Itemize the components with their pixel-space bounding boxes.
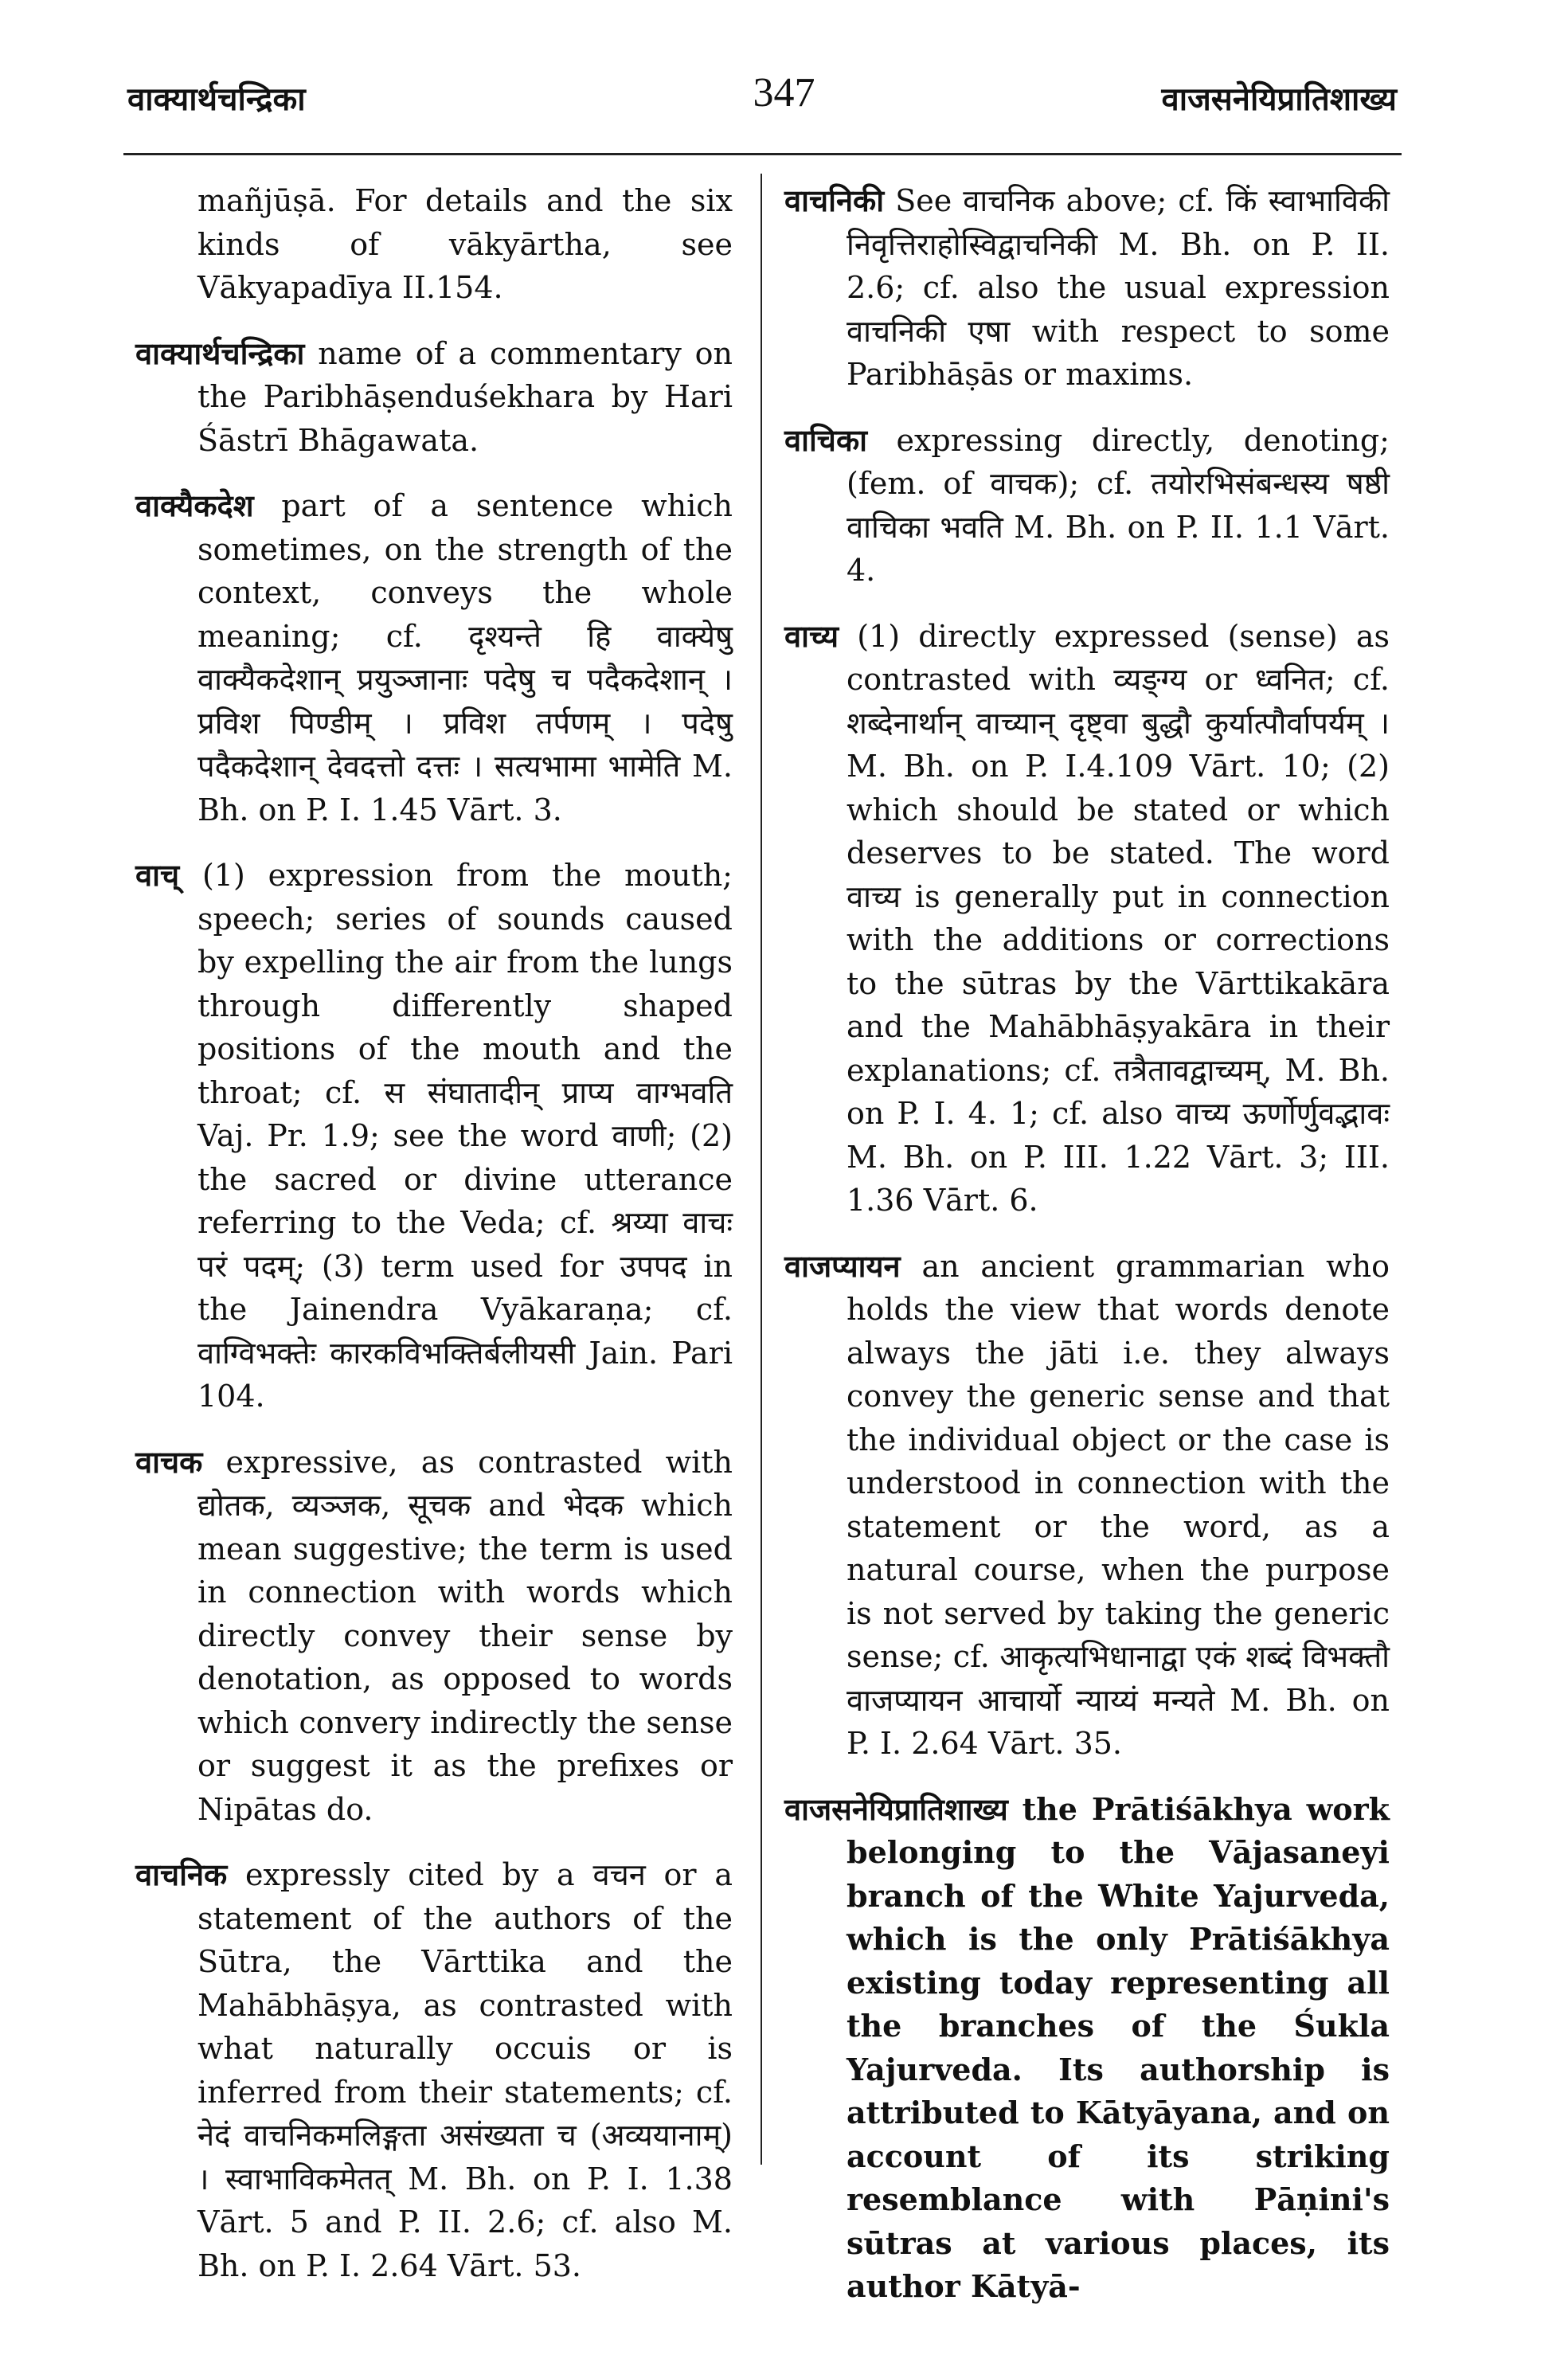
column-divider (761, 174, 762, 2165)
left-column (135, 179, 733, 2310)
right-column (784, 179, 1390, 2331)
entry-text: an ancient grammarian who holds the view that words denote always the jāti i.e. they always convey the generic sense and that the individual object or the case is understood in connection with the statement or the word, as a natural course, when the purpose is not served by taking the generic sense; cf. आकृत्यभिधानाद्वा एकं शब्दं विभक्तौ वाजप्यायन आचार्यो न्याय्यं मन्यते M. Bh. on P. I. 2.64 Vārt. 35. (847, 1248, 1390, 1761)
entry-headword: वाचिका (784, 421, 867, 458)
entry-headword: वाचनिक (135, 1856, 228, 1892)
dictionary-entry (135, 1853, 733, 2287)
entry-headword: वाचक (135, 1443, 203, 1480)
entry-text: (1) directly expressed (sense) as contrasted with व्यङ्ग्य or ध्वनित; cf. शब्देनार्थान् वाच्यान् दृष्ट्वा बुद्धौ कुर्यात्पौर्वापर्यम् । M. Bh. on P. I.4.109 Vārt. 10; (2) which should be stated or which deserves to be stated. The word वाच्य is generally put in connection with the additions or corrections to the sūtras by the Vārttikakāra and the Mahābhāṣyakāra in their explanations; cf. तत्रैतावद्वाच्यम्, M. Bh. on P. I. 4. 1; cf. also वाच्य ऊर्णोर्णुवद्भावः M. Bh. on P. III. 1.22 Vārt. 3; III. 1.36 Vārt. 6. (847, 618, 1390, 1218)
entry-text: expressive, as contrasted with द्योतक, व्यञ्जक, सूचक and भेदक which mean suggestive; the term is used in connection with words which directly convey their sense by denotation, as opposed to words which convery indirectly the sense or suggest it as the prefixes or Nipātas do. (197, 1444, 733, 1827)
dictionary-entry (784, 419, 1390, 593)
entry-headword: वाच् (135, 857, 180, 893)
entry-text: expressing directly, denoting; (fem. of वाचक); cf. तयोरभिसंबन्धस्य षष्ठी वाचिका भवति M. Bh. on P. II. 1.1 Vārt. 4. (847, 422, 1390, 588)
entry-headword: वाचनिकी (784, 182, 885, 218)
dictionary-entry (784, 615, 1390, 1222)
page-number: 347 (753, 70, 815, 115)
running-head (0, 70, 1568, 131)
dictionary-entry (784, 1245, 1390, 1766)
dictionary-entry (784, 1788, 1390, 2309)
dictionary-entry (135, 854, 733, 1418)
dictionary-entry (135, 1441, 733, 1832)
entry-headword: वाजसनेयिप्रातिशाख्य (784, 1790, 1008, 1827)
entry-text: part of a sentence which sometimes, on the strength of the context, conveys the whole meaning; cf. दृश्यन्ते हि वाक्येषु वाक्यैकदेशान् प्रयुञ्जानाः पदेषु च पदैकदेशान् । प्रविश पिण्डीम् । प्रविश तर्पणम् । पदेषु पदैकदेशान् देवदत्तो दत्तः । सत्यभामा भामेति M. Bh. on P. I. 1.45 Vārt. 3. (197, 488, 733, 827)
entry-headword: वाक्यैकदेश (135, 487, 254, 523)
dictionary-entry (135, 332, 733, 463)
entry-text: name of a commentary on the Paribhāṣenduśekhara by Hari Śāstrī Bhāgawata. (197, 335, 733, 458)
entry-headword: वाजप्यायन (784, 1247, 901, 1284)
entry-text: (1) expression from the mouth; speech; series of sounds caused by expelling the air from the lungs through differently shaped positions of the mouth and the throat; cf. स संघातादीन् प्राप्य वाग्भवति Vaj. Pr. 1.9; see the word वाणी; (2) the sacred or divine utterance referring to the Veda; cf. श्रय्या वाचः परं पदम्; (3) term used for उपपद in the Jainendra Vyākaraṇa; cf. वाग्विभक्तेः कारकविभक्तिर्बलीयसी Jain. Pari 104. (197, 858, 733, 1414)
dictionary-entry (135, 179, 733, 310)
entry-text: expressly cited by a वचन or a statement of the authors of the Sūtra, the Vārttika and the Mahābhāṣya, as contrasted with what naturally occuis or is inferred from their statements; cf. नेदं वाचनिकमलिङ्गता असंख्यता च (अव्ययानाम्) । स्वाभाविकमेतत् M. Bh. on P. I. 1.38 Vārt. 5 and P. II. 2.6; cf. also M. Bh. on P. I. 2.64 Vārt. 53. (197, 1857, 733, 2283)
dictionary-entry (784, 179, 1390, 397)
entry-headword: वाच्य (784, 617, 839, 654)
header-right-headword: वाजसनेयिप्रातिशाख्य (1161, 80, 1397, 118)
entry-text: the Prātiśākhya work belonging to the Vājasaneyi branch of the White Yajurveda, which is the only Prātiśākhya existing today representing all the branches of the Śukla Yajurveda. Its authorship is attributed to Kātyāyana, and on account of its striking resemblance with Pāṇini's sūtras at various places, its author Kātyā- (847, 1790, 1390, 2304)
dictionary-entry (135, 484, 733, 831)
entry-text: mañjūṣā. For details and the six kinds of vākyārtha, see Vākyapadīya II.154. (197, 183, 733, 305)
header-left-headword: वाक्यार्थचन्द्रिका (127, 80, 306, 118)
entry-headword: वाक्यार्थचन्द्रिका (135, 334, 305, 371)
entry-text: See वाचनिक above; cf. किं स्वाभाविकी निवृत्तिराहोस्विद्वाचनिकी M. Bh. on P. II. 2.6; cf. also the usual expression वाचनिकी एषा with respect to some Paribhāṣās or maxims. (847, 183, 1390, 392)
header-rule (123, 153, 1402, 155)
